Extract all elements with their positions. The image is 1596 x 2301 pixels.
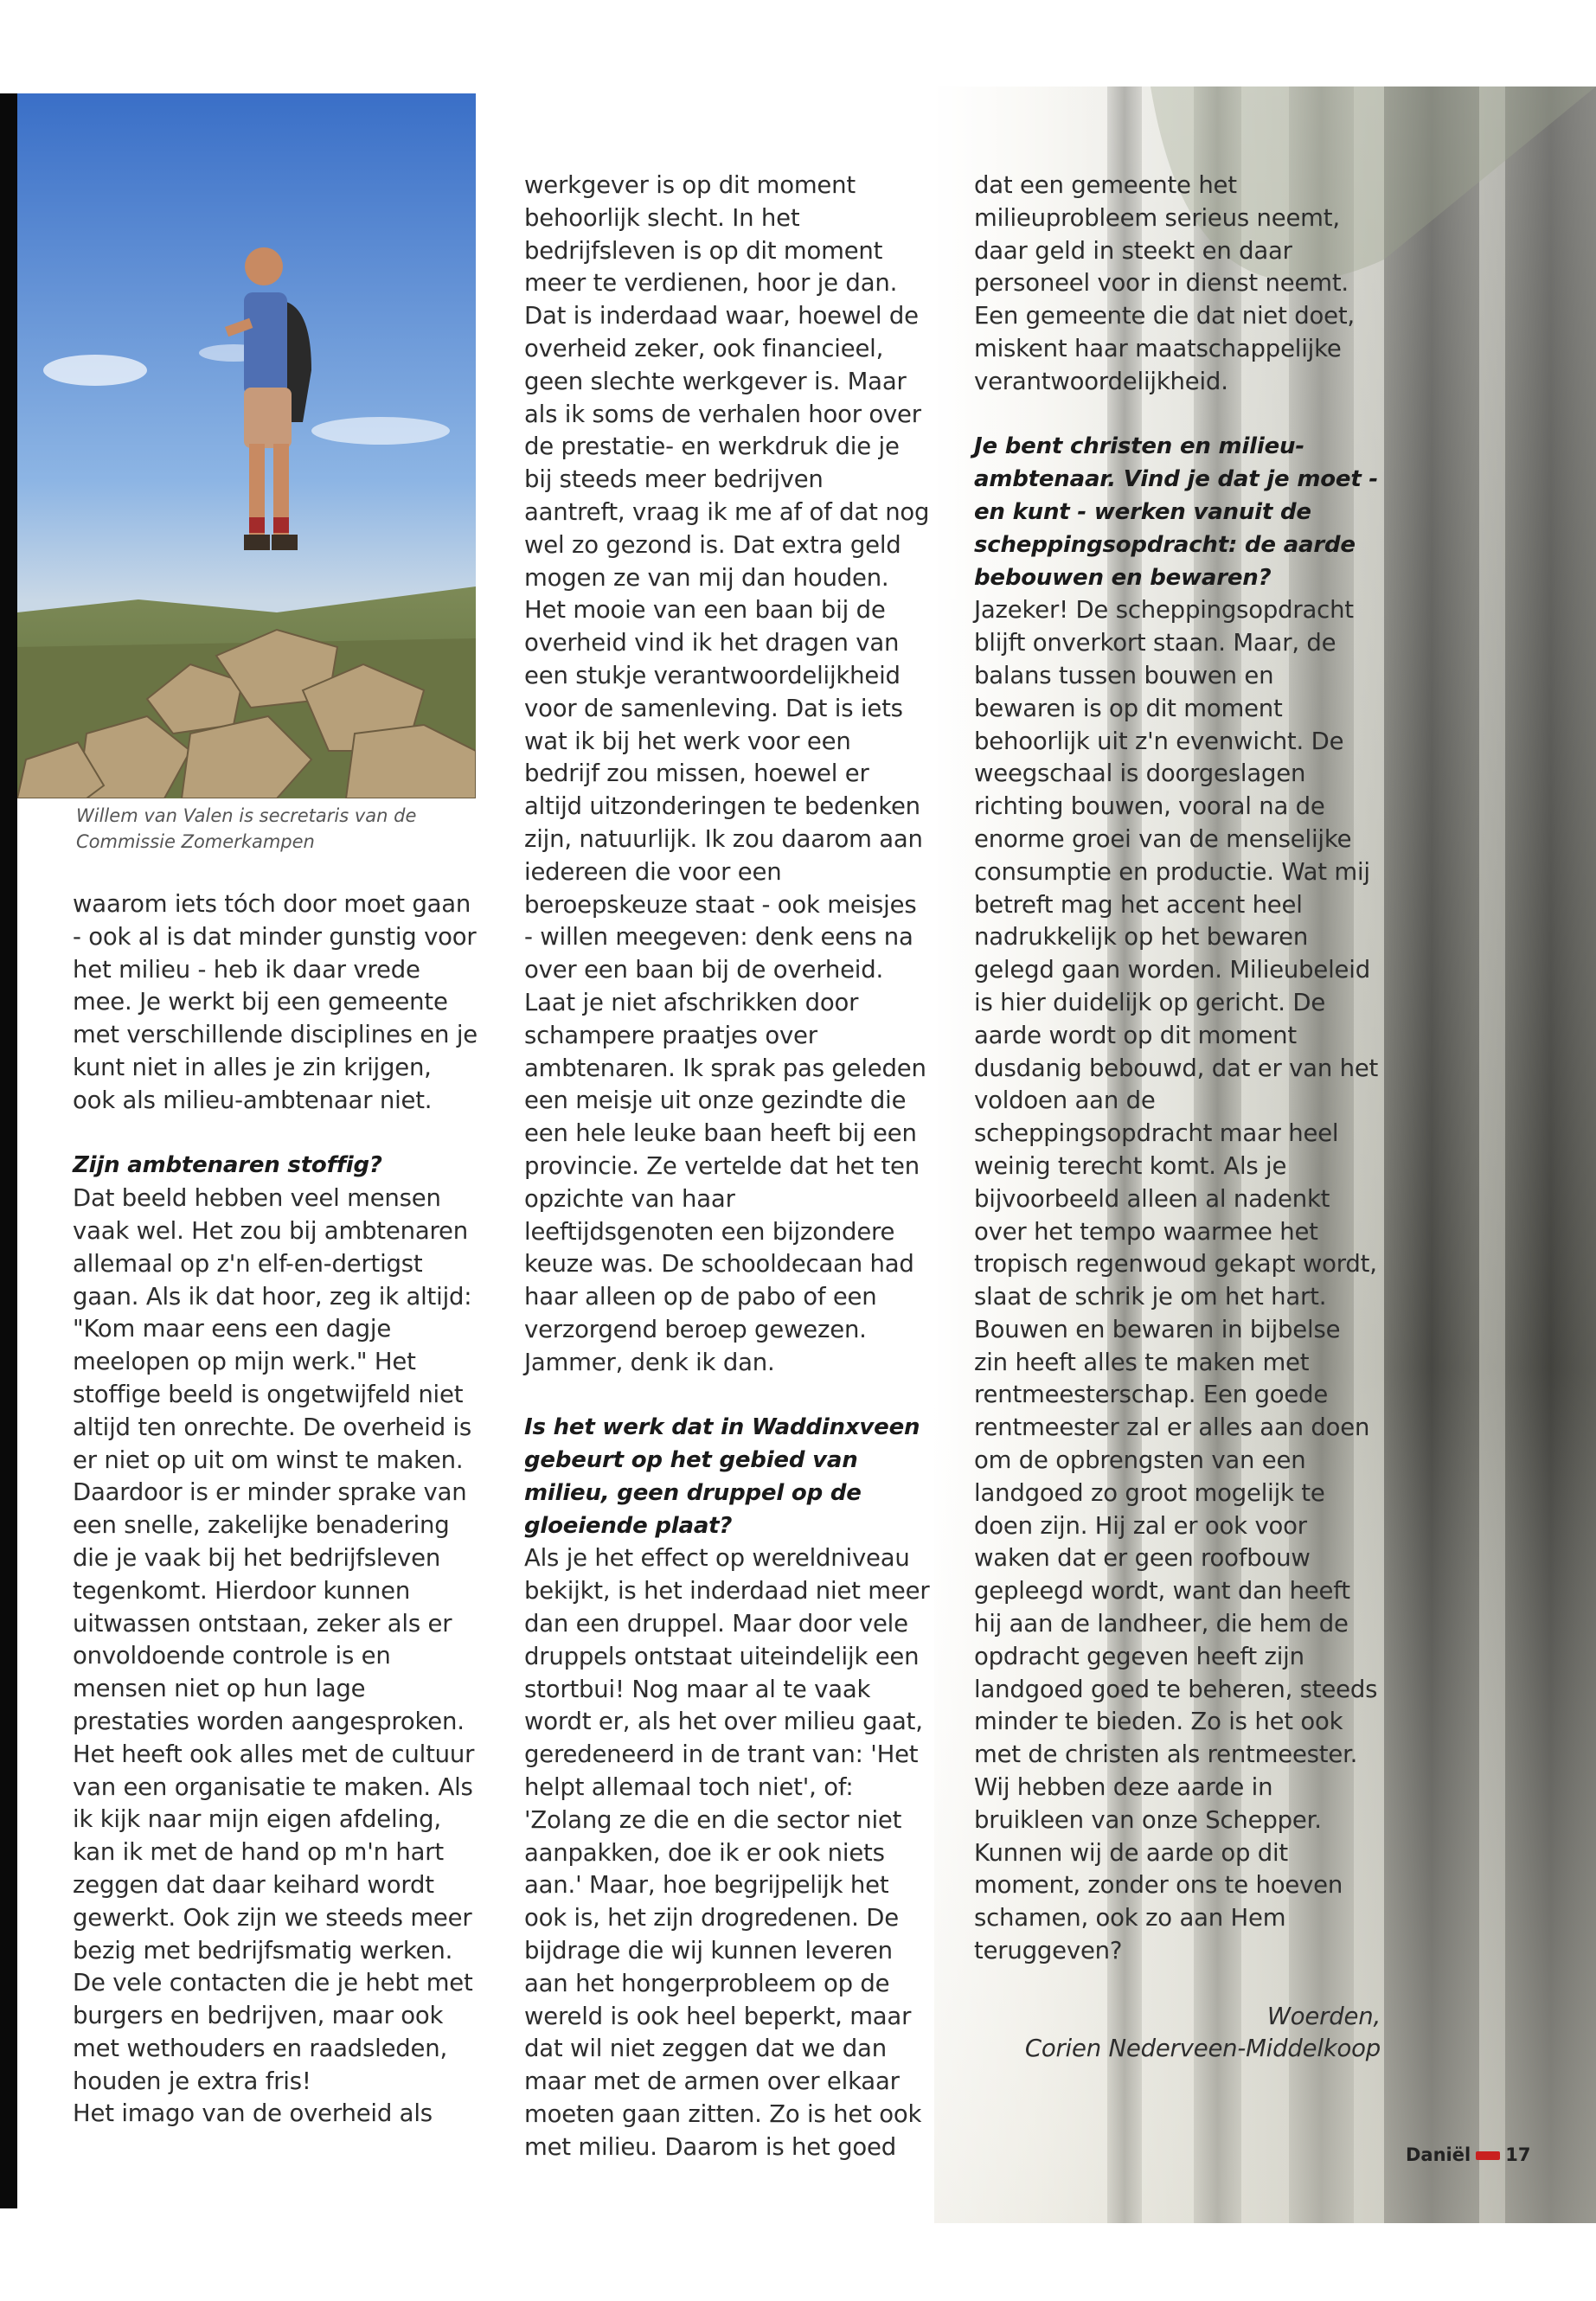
interview-question: Is het werk dat in Waddinxveen gebeurt op het gebied van milieu, geen druppel op de gloeiende plaat? bbox=[524, 1414, 920, 1539]
paragraph-spacer bbox=[524, 1379, 931, 1412]
author-signature: Corien Nederveen-Middelkoop bbox=[1024, 2035, 1381, 2063]
photo-caption: Willem van Valen is secretaris van de Commissie Zomerkampen bbox=[76, 805, 417, 852]
magazine-name: Daniël bbox=[1406, 2144, 1471, 2165]
author-signature: Woerden, bbox=[1266, 2002, 1381, 2030]
body-paragraph: werkgever is op dit moment behoorlijk slecht. In het bedrijfsleven is op dit moment meer te verdienen, hoor je dan. Dat is inderdaad waar, hoewel de overheid zeker, ook financieel, geen slechte werkgever is. Maar als ik soms de verhalen hoor over de prestatie- en werkdruk die je bij steeds meer bedrijven aantreft, vraag ik me af of dat nog wel zo gezond is. Dat extra geld mogen ze van mij dan houden. bbox=[524, 171, 930, 592]
hiker-photo bbox=[17, 93, 476, 798]
left-edge-bar bbox=[0, 93, 17, 2208]
column-2 bbox=[524, 170, 931, 2164]
body-paragraph: Het mooie van een baan bij de overheid vind ik het dragen van een stukje verantwoordelijkheid voor de samenleving. Dat is iets wat ik bij het werk voor een bedrijf zou missen, hoewel er altijd uitzonderingen te bedenken zijn, natuurlijk. Ik zou daarom aan iedereen die voor een beroepskeuze staat - ook meisjes - willen meegeven: denk eens na over een baan bij de overheid. Laat je niet afschrikken door schampere praatjes over ambtenaren. Ik sprak pas geleden een meisje uit onze gezindte die een hele leuke baan heeft bij een provincie. Ze vertelde dat het ten opzichte van haar leeftijdsgenoten een bijzondere keuze was. De schooldecaan had haar alleen op de pabo of een verzorgend beroep gewezen. Jammer, denk ik dan. bbox=[524, 596, 926, 1376]
page-number: 17 bbox=[1505, 2144, 1531, 2165]
interview-question: Zijn ambtenaren stoffig? bbox=[73, 1152, 382, 1179]
body-paragraph: waarom iets tóch door moet gaan - ook al is dat minder gunstig voor het milieu - heb ik daar vrede mee. Je werkt bij een gemeente met verschillende disciplines en je kunt niet in alles je zin krijgen, ook als milieu-ambtenaar niet. bbox=[73, 890, 478, 1114]
body-paragraph: Dat beeld hebben veel mensen vaak wel. Het zou bij ambtenaren allemaal op z'n elf-en-dertigst gaan. Als ik dat hoor, zeg ik altijd: "Kom maar eens een dagje meelopen op mijn werk." Het stoffige beeld is ongetwijfeld niet altijd ten onrechte. De overheid is er niet op uit om winst te maken. Daardoor is er minder sprake van een snelle, zakelijke benadering die je vaak bij het bedrijfsleven tegenkomt. Hierdoor kunnen uitwassen ontstaan, zeker als er onvoldoende controle is en mensen niet op hun lage prestaties worden aangesproken. Het heeft ook alles met de cultuur van een organisatie te maken. Als ik kijk naar mijn eigen afdeling, kan ik met de hand op m'n hart zeggen dat daar keihard wordt gewerkt. Ook zijn we steeds meer bezig met bedrijfsmatig werken. De vele contacten die je hebt met burgers en bedrijven, maar ook met wethouders en raadsleden, houden je extra fris! bbox=[73, 1184, 475, 2095]
body-paragraph: Jazeker! De scheppingsopdracht blijft onverkort staan. Maar, de balans tussen bouwen en bewaren is op dit moment behoorlijk uit z'n evenwicht. De weegschaal is doorgeslagen richting bouwen, vooral na de enorme groei van de menselijke consumptie en productie. Wat mij betreft mag het accent heel nadrukkelijk op het bewaren gelegd gaan worden. Milieubeleid is hier duidelijk op gericht. De aarde wordt op dit moment dusdanig bebouwd, dat er van het voldoen aan de scheppingsopdracht maar heel weinig terecht komt. Als je bijvoorbeeld alleen al nadenkt over het tempo waarmee het tropisch regenwoud gekapt wordt, slaat de schrik je om het hart. Bouwen en bewaren in bijbelse zin heeft alles te maken met rentmeesterschap. Een goede rentmeester zal er alles aan doen om de opbrengsten van een landgoed zo groot mogelijk te doen zijn. Hij zal er ook voor waken dat er geen roofbouw gepleegd wordt, want dan heeft hij aan de landheer, die hem de opdracht gegeven heeft zijn landgoed goed te beheren, steeds minder te bieden. Zo is het ook met de christen als rentmeester. Wij hebben deze aarde in bruikleen van onze Schepper. Kunnen wij de aarde op dit moment, zonder ons te hoeven schamen, ook zo aan Hem teruggeven? bbox=[974, 596, 1379, 1965]
paragraph-spacer bbox=[73, 1118, 479, 1150]
interview-question: Je bent christen en milieu-ambtenaar. Vind je dat je moet - en kunt - werken vanuit de scheppingsopdracht: de aarde bebouwen en bewaren? bbox=[974, 433, 1378, 591]
paragraph-spacer bbox=[974, 399, 1381, 432]
paragraph-spacer bbox=[974, 1968, 1381, 2001]
body-paragraph: Als je het effect op wereldniveau bekijkt, is het inderdaad niet meer dan een druppel. Maar door vele druppels ontstaat uiteindelijk een stortbui! Nog maar al te vaak wordt er, als het over milieu gaat, geredeneerd in de trant van: 'Het helpt allemaal toch niet', of: 'Zolang ze die en die sector niet aanpakken, doe ik er ook niets aan.' Maar, hoe begrijpelijk het ook is, het zijn drogredenen. De bijdrage die wij kunnen leveren aan het hongerprobleem op de wereld is ook heel beperkt, maar dat wil niet zeggen dat we dan maar met de armen over elkaar moeten gaan zitten. Zo is het ook met milieu. Daarom is het goed bbox=[524, 1544, 930, 2161]
column-1 bbox=[73, 888, 479, 2131]
body-paragraph: dat een gemeente het milieuprobleem serieus neemt, daar geld in steekt en daar personeel voor in dienst neemt. Een gemeente die dat niet doet, miskent haar maatschappelijke verantwoordelijkheid. bbox=[974, 171, 1355, 395]
page-footer bbox=[1406, 2144, 1530, 2165]
column-3 bbox=[974, 170, 1381, 2066]
body-paragraph: Het imago van de overheid als bbox=[73, 2099, 433, 2128]
footer-arrow-icon bbox=[1476, 2151, 1500, 2160]
